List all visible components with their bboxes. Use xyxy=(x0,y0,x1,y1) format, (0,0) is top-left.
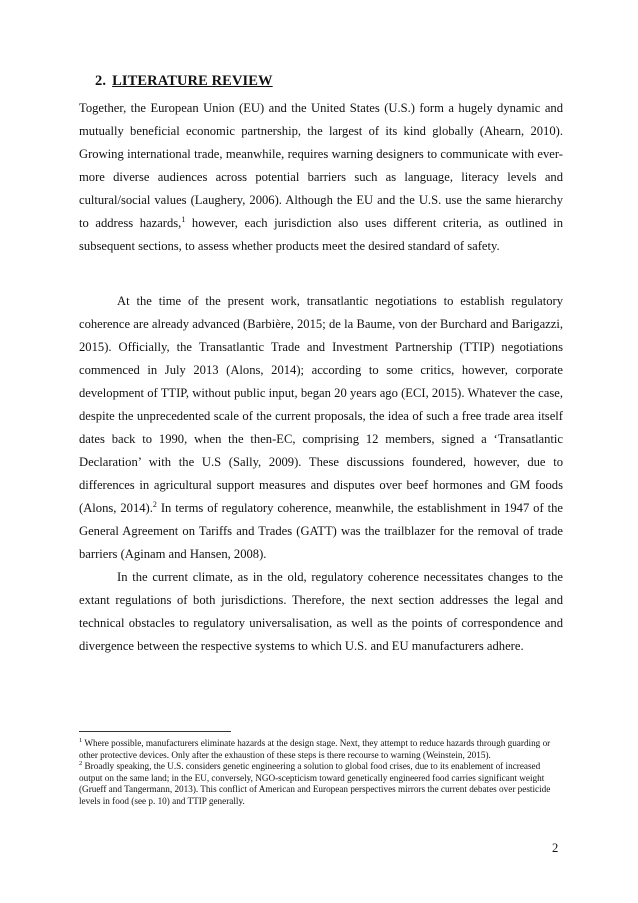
paragraph-2-text: At the time of the present work, transatlantic negotiations to establish regulatory coherence are already advanced (Barbière, 2015; de la Baume, von der Burchard and Barigazzi, 2015). Officially, the Transatlantic Trade and Investment Partnership (TTIP) negotiations commenced in July 2013 (Alons, 2014); according to some critics, however, corporate development of TTIP, without public input, began 20 years ago (ECI, 2015). Whatever the case, despite the unprecedented scale of the current proposals, the idea of such a free trade area itself dates back to 1990, when the then-EC, comprising 12 members, signed a ‘Transatlantic Declaration’ with the U.S (Sally, 2009). These discussions foundered, however, due to differences in agricultural support measures and disputes over beef hormones and GM foods (Alons, 2014). xyxy=(79,294,563,515)
section-title: LITERATURE REVIEW xyxy=(112,73,273,89)
footnote-1-text: Where possible, manufacturers eliminate hazards at the design stage. Next, they attempt to reduce hazards through guarding or other protective devices. Only after the exhaustion of these steps is there recourse to warning (Weinstein, 2015). xyxy=(79,738,551,760)
paragraph-2-text-continued: In terms of regulatory coherence, meanwhile, the establishment in 1947 of the General Agreement on Tariffs and Trades (GATT) was the trailblazer for the removal of trade barriers (Aginam and Hansen, 2008). xyxy=(79,501,563,561)
section-heading xyxy=(95,73,273,90)
footnote-2-mark: 2 xyxy=(79,760,83,768)
paragraph-3 xyxy=(79,566,563,658)
footnote-2-text: Broadly speaking, the U.S. considers genetic engineering a solution to global food crises, due to its enablement of increased output on the same land; in the EU, conversely, NGO-scepticism toward genetically engineered food carries significant weight (Grueff and Tangermann, 2013). This conflict of American and European perspectives mirrors the current debates over pesticide levels in food (see p. 10) and TTIP generally. xyxy=(79,761,551,806)
paragraph-1-text-continued: however, each jurisdiction also uses different criteria, as outlined in subsequent sections, to assess whether products meet the desired standard of safety. xyxy=(79,216,563,253)
footnote-1-mark: 1 xyxy=(79,736,83,744)
section-number: 2. xyxy=(95,73,107,89)
paragraph-1 xyxy=(79,97,563,258)
paragraph-1-text: Together, the European Union (EU) and the United States (U.S.) form a hugely dynamic and mutually beneficial economic partnership, the largest of its kind globally (Ahearn, 2010). Growing international trade, meanwhile, requires warning designers to communicate with ever-more diverse audiences across potential barriers such as language, literacy levels and cultural/social values (Laughery, 2006). Although the EU and the U.S. use the same hierarchy to address hazards, xyxy=(79,101,563,230)
paragraph-2 xyxy=(79,290,563,566)
footnote-2 xyxy=(79,761,563,807)
page-number: 2 xyxy=(552,841,559,855)
footnote-separator xyxy=(79,731,231,732)
paragraph-3-text: In the current climate, as in the old, regulatory coherence necessitates changes to the extant regulations of both jurisdictions. Therefore, the next section addresses the legal and technical obstacles to regulatory universalisation, as well as the points of correspondence and divergence between the respective systems to which U.S. and EU manufacturers adhere. xyxy=(79,570,563,653)
footnote-ref-2[interactable]: 2 xyxy=(152,499,157,509)
footnote-1 xyxy=(79,738,563,761)
footnotes xyxy=(79,738,563,808)
footnote-ref-1[interactable]: 1 xyxy=(181,214,186,224)
